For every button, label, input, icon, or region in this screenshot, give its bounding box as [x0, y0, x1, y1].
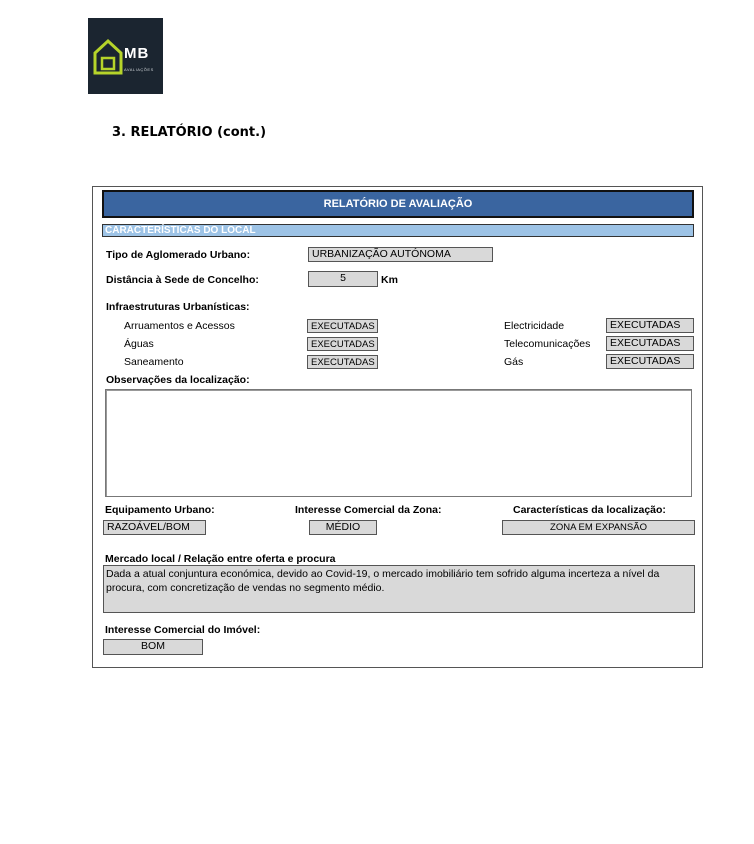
section-title: CARACTERÍSTICAS DO LOCAL [102, 224, 694, 237]
infra-left-label: Saneamento [124, 356, 184, 368]
caracteristicas-value: ZONA EM EXPANSÃO [502, 520, 695, 535]
infra-right-value: EXECUTADAS [606, 318, 694, 333]
infra-left-label: Águas [124, 338, 154, 350]
section-heading: 3. RELATÓRIO (cont.) [112, 125, 267, 140]
infra-left-label: Arruamentos e Acessos [124, 320, 235, 332]
report-form [92, 186, 703, 668]
interesse-imovel-value: BOM [103, 639, 203, 655]
report-title: RELATÓRIO DE AVALIAÇÃO [102, 190, 694, 218]
logo-initials: MB [124, 45, 150, 62]
house-icon [92, 36, 124, 76]
mercado-label: Mercado local / Relação entre oferta e procura [105, 553, 336, 565]
equipamento-value: RAZOÁVEL/BOM [103, 520, 206, 535]
distancia-unit: Km [381, 274, 398, 286]
infra-left-value: EXECUTADAS [307, 319, 378, 333]
company-logo [88, 18, 163, 94]
tipo-label: Tipo de Aglomerado Urbano: [106, 249, 251, 261]
infra-left-value: EXECUTADAS [307, 337, 378, 351]
infra-right-value: EXECUTADAS [606, 354, 694, 369]
caracteristicas-label: Características da localização: [513, 504, 666, 516]
obs-label: Observações da localização: [106, 374, 250, 386]
infra-label: Infraestruturas Urbanísticas: [106, 301, 250, 313]
infra-left-value: EXECUTADAS [307, 355, 378, 369]
interesse-zona-value: MÉDIO [309, 520, 377, 535]
infra-right-label: Gás [504, 356, 524, 368]
infra-right-label: Telecomunicações [504, 338, 591, 350]
infra-right-value: EXECUTADAS [606, 336, 694, 351]
mercado-text: Dada a atual conjuntura económica, devido ao Covid-19, o mercado imobiliário tem sofrido alguma incerteza a nível da procura, com concretização de vendas no segmento médio. [103, 565, 695, 613]
distancia-value: 5 [308, 271, 378, 287]
infra-right-label: Electricidade [504, 320, 565, 332]
equipamento-label: Equipamento Urbano: [105, 504, 215, 516]
interesse-zona-label: Interesse Comercial da Zona: [295, 504, 442, 516]
logo-subtitle: AVALIAÇÕES [124, 67, 154, 72]
obs-textarea [105, 389, 692, 497]
distancia-label: Distância à Sede de Concelho: [106, 274, 259, 286]
interesse-imovel-label: Interesse Comercial do Imóvel: [105, 624, 261, 636]
tipo-value: URBANIZAÇÃO AUTÓNOMA [308, 247, 493, 262]
